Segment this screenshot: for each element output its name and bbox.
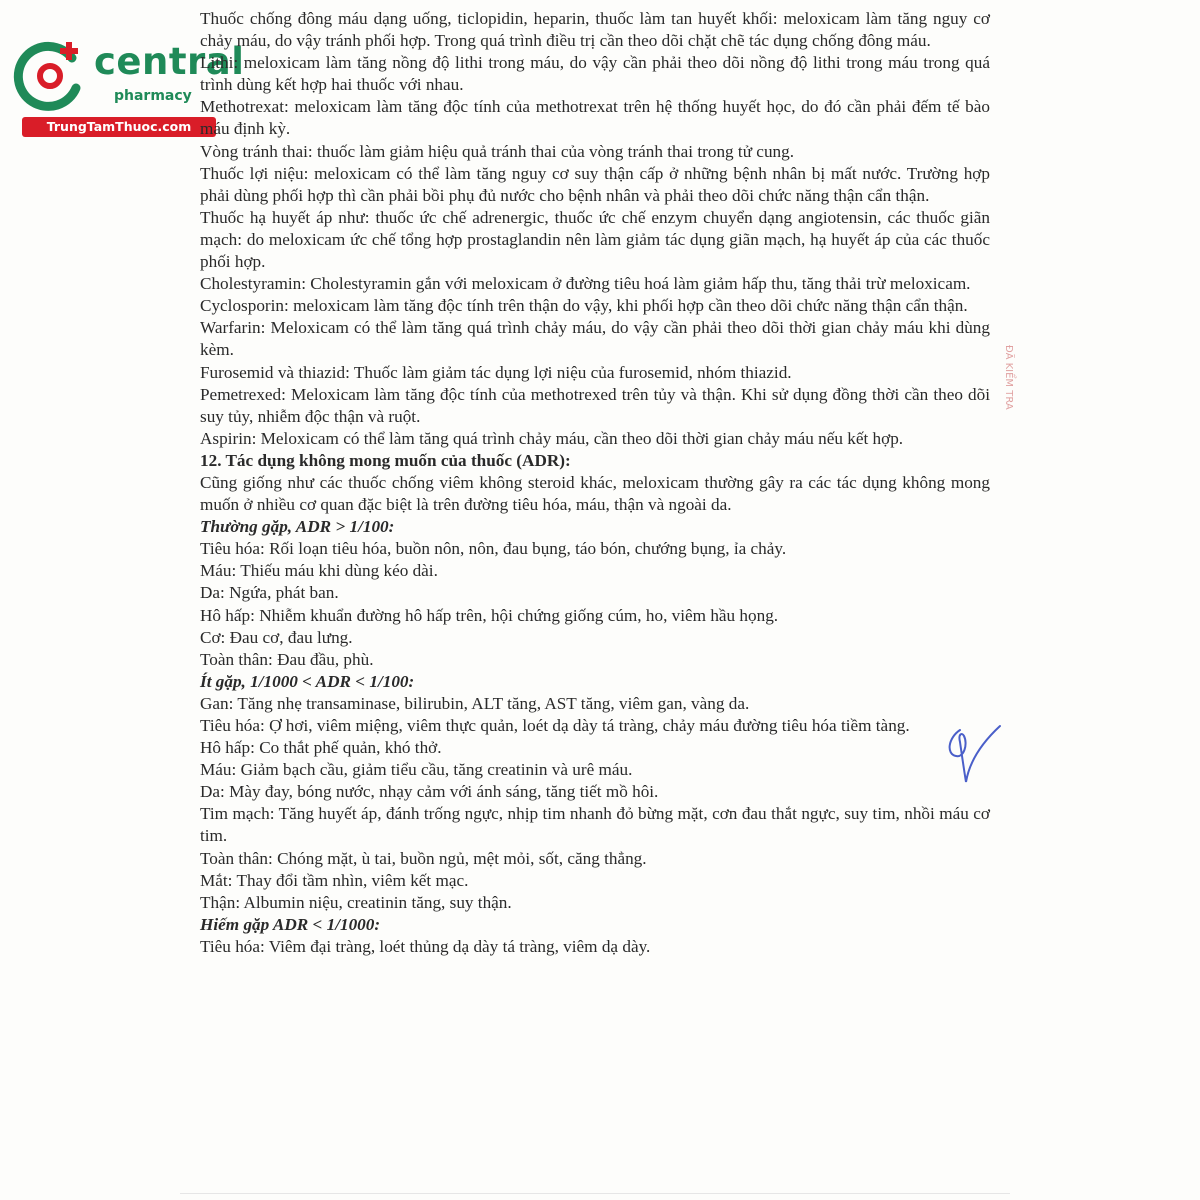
margin-stamp: ĐÃ KIỂM TRA <box>1003 345 1014 410</box>
pharmacy-cross-logo-icon <box>10 36 90 116</box>
paragraph-cyclosporine: Cyclosporin: meloxicam làm tăng độc tính trên thận do vậy, khi phối hợp cần theo dõi chức năng thận cẩn thận. <box>200 296 968 316</box>
list-item: Tim mạch: Tăng huyết áp, đánh trống ngực, nhịp tim nhanh đỏ bừng mặt, cơn đau thắt ngực, suy tim, nhồi máu cơ tim. <box>200 804 990 846</box>
paragraph-pemetrexed: Pemetrexed: Meloxicam làm tăng độc tính của methotrexed trên tủy và thận. Khi sử dụng đồng thời cần theo dõi suy tủy, nhiễm độc thận và ruột. <box>200 384 990 426</box>
logo-brand-text: central <box>94 40 245 83</box>
list-item: Hô hấp: Co thắt phế quản, khó thở. <box>200 738 442 758</box>
subheading-uncommon: Ít gặp, 1/1000 < ADR < 1/100: <box>200 671 415 691</box>
list-item: Tiêu hóa: Ợ hơi, viêm miệng, viêm thực quản, loét dạ dày tá tràng, chảy máu đường tiêu hóa tiềm tàng. <box>200 716 910 735</box>
section-heading-adr: 12. Tác dụng không mong muốn của thuốc (ADR): <box>200 450 571 470</box>
list-item: Tiêu hóa: Viêm đại tràng, loét thủng dạ dày tá tràng, viêm dạ dày. <box>200 936 651 956</box>
list-item: Máu: Giảm bạch cầu, giảm tiểu cầu, tăng creatinin và urê máu. <box>200 760 633 780</box>
paragraph-lithium: Lithi: meloxicam làm tăng nồng độ lithi trong máu, do vậy cần phải theo dõi nồng độ lithi trong máu trong quá trình dùng kết hợp hai thuốc với nhau. <box>200 53 990 95</box>
list-item: Da: Mày đay, bóng nước, nhạy cảm với ánh sáng, tăng tiết mồ hôi. <box>200 782 659 802</box>
list-item: Hô hấp: Nhiễm khuẩn đường hô hấp trên, hội chứng giống cúm, ho, viêm hầu họng. <box>200 605 779 625</box>
paragraph-cholestyramine: Cholestyramin: Cholestyramin gắn với meloxicam ở đường tiêu hoá làm giảm hấp thu, tăng thải trừ meloxicam. <box>200 274 971 294</box>
paragraph-anticoagulant: Thuốc chống đông máu dạng uống, ticlopidin, heparin, thuốc làm tan huyết khối: meloxicam làm tăng nguy cơ chảy máu, do vậy tránh phối hợp. Trong quá trình điều trị cần theo dõi chặt chẽ tác dụng chống đông máu. <box>200 9 990 51</box>
list-item: Da: Ngứa, phát ban. <box>200 583 339 603</box>
paragraph-warfarin: Warfarin: Meloxicam có thể làm tăng quá trình chảy máu, do vậy cần phải theo dõi thời gian chảy máu khi dùng kèm. <box>200 318 990 360</box>
paragraph-diuretics: Thuốc lợi niệu: meloxicam có thể làm tăng nguy cơ suy thận cấp ở những bệnh nhân bị mất nước. Trường hợp phải dùng phối hợp thì cần phải bồi phụ đủ nước cho bệnh nhân và phải theo dõi chức năng thận cẩn thận. <box>200 163 990 205</box>
paragraph-aspirin: Aspirin: Meloxicam có thể làm tăng quá trình chảy máu, cần theo dõi thời gian chảy máu nếu kết hợp. <box>200 428 904 448</box>
section-intro: Cũng giống như các thuốc chống viêm không steroid khác, meloxicam thường gây ra các tác dụng không mong muốn ở nhiều cơ quan đặc biệt là trên đường tiêu hóa, máu, thận và ngoài da. <box>200 472 990 515</box>
list-item: Cơ: Đau cơ, đau lưng. <box>200 627 353 647</box>
handwritten-signature-icon <box>930 710 1010 790</box>
list-item: Toàn thân: Chóng mặt, ù tai, buồn ngủ, mệt mỏi, sốt, căng thẳng. <box>200 848 647 868</box>
page-bottom-edge <box>180 1193 1010 1194</box>
subheading-common: Thường gặp, ADR > 1/100: <box>200 517 395 537</box>
paragraph-methotrexate: Methotrexat: meloxicam làm tăng độc tính của methotrexat trên hệ thống huyết học, do đó cần phải đếm tế bào máu định kỳ. <box>200 97 990 139</box>
list-item: Tiêu hóa: Rối loạn tiêu hóa, buồn nôn, nôn, đau bụng, táo bón, chướng bụng, ỉa chảy. <box>200 539 787 559</box>
paragraph-iud: Vòng tránh thai: thuốc làm giảm hiệu quả tránh thai của vòng tránh thai trong tử cung. <box>200 141 795 161</box>
list-item: Thận: Albumin niệu, creatinin tăng, suy thận. <box>200 892 512 912</box>
logo-sub-text: pharmacy <box>114 88 192 104</box>
list-item: Mắt: Thay đổi tầm nhìn, viêm kết mạc. <box>200 870 469 890</box>
subheading-rare: Hiếm gặp ADR < 1/1000: <box>200 914 381 934</box>
paragraph-furosemide: Furosemid và thiazid: Thuốc làm giảm tác dụng lợi niệu của furosemid, nhóm thiazid. <box>200 362 792 382</box>
list-item: Gan: Tăng nhẹ transaminase, bilirubin, ALT tăng, AST tăng, viêm gan, vàng da. <box>200 693 750 713</box>
list-item: Máu: Thiếu máu khi dùng kéo dài. <box>200 561 438 581</box>
document-body <box>200 8 990 958</box>
logo-url-badge[interactable]: TrungTamThuoc.com <box>22 117 216 137</box>
paragraph-antihypertensives: Thuốc hạ huyết áp như: thuốc ức chế adrenergic, thuốc ức chế enzym chuyển dạng angiotensin, các thuốc giãn mạch: do meloxicam ức chế tổng hợp prostaglandin nên làm giảm tác dụng giãn mạch, hạ huyết áp của các thuốc phối hợp. <box>200 207 990 272</box>
list-item: Toàn thân: Đau đầu, phù. <box>200 649 374 669</box>
central-pharmacy-logo[interactable] <box>10 36 245 136</box>
